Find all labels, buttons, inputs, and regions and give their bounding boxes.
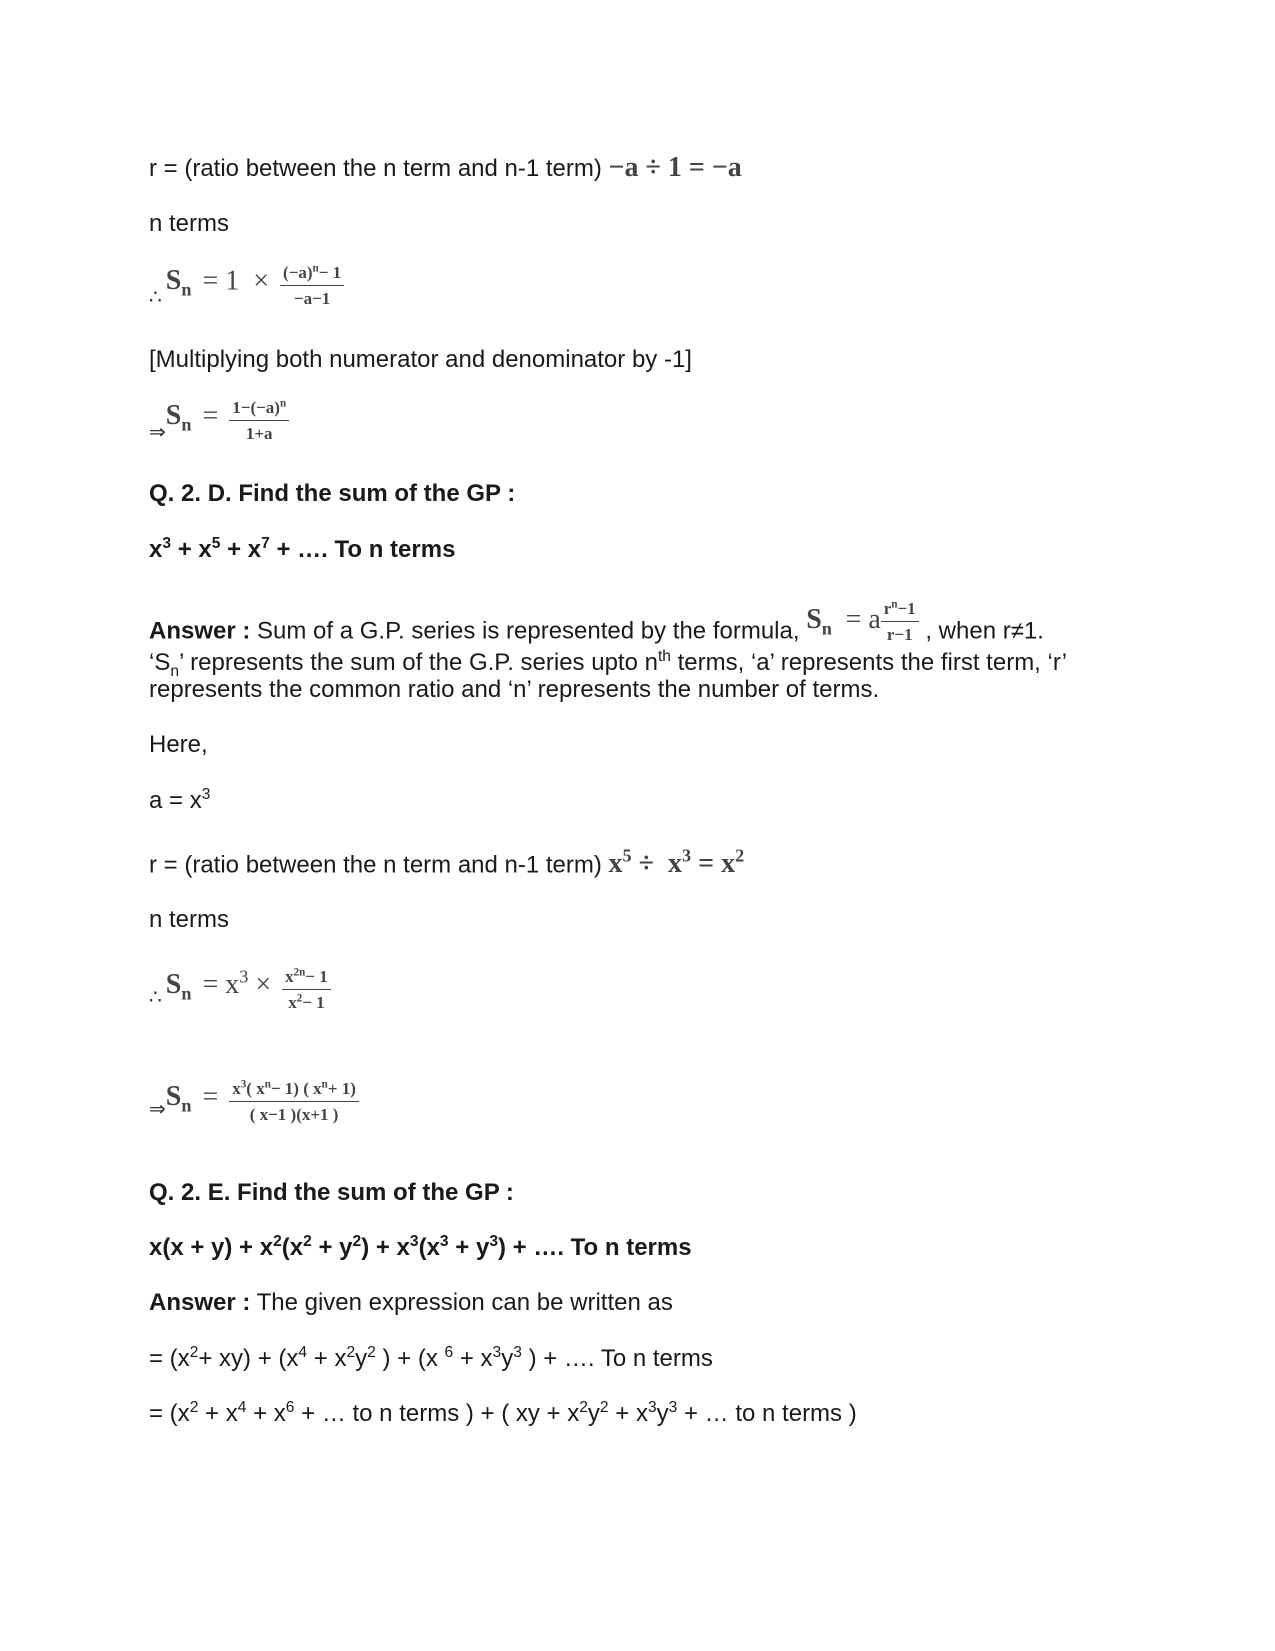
question-2e-series: $x(x + y) + x^2(x^2 + y^2) + x^3(x^3 + y^3)$ + …. To n terms [149,1233,692,1261]
here-label: Here, [149,731,208,758]
answer-2e-line1: Answer : The given expression can be written as [149,1289,673,1316]
ratio-line-1: r = (ratio between the n term and n-1 term) −a ÷ 1 = −a [149,152,742,183]
n-terms-2: n terms [149,906,230,933]
multiplying-note: [Multiplying both numerator and denominator by -1] [149,346,692,373]
question-2d-title: Q. 2. D. Find the sum of the GP : [149,480,516,507]
question-2d-series: $x^3 + x^5 + x^7$ + …. To n terms [149,535,456,563]
a-equals: $a = x^3$ [149,786,211,814]
expansion-line-2: = ($x^2 + x^4 + x^6$ + … to n terms ) + ( xy + $x^2y^2 + x^3y^3$ + … to n terms ) [149,1399,857,1427]
formula-sn-4: $\Rightarrow S_n$ = $\frac{x^3( x^n- 1) ( x^n+ 1)}{( x-1 )(x+1 )}$ [149,1078,359,1126]
ratio-math-1: −a ÷ 1 = −a [608,152,742,183]
expansion-line-1: = $(x^2+ xy) + (x^4 + x^2y^2$ ) + (x $^6 + x^3y^3$ ) + …. To n terms [149,1344,713,1372]
answer-2d-line3: represents the common ratio and ‘n’ represents the number of terms. [149,676,880,703]
question-2e-title: Q. 2. E. Find the sum of the GP : [149,1179,514,1206]
formula-sn-1: ∴ $S_n = 1$ × $\frac{(-a)^n- 1}{-a-1}$ [149,262,344,310]
n-terms-1: n terms [149,210,230,237]
answer-2d-line2: ‘$S_n$’ represents the sum of the G.P. series upto $n^{th}$ terms, ‘a’ represents the first term, ‘r’ [149,648,1068,680]
formula-sn-2: $\Rightarrow S_n$ = $\frac{1-(-a)^n}{1+a}$ [149,397,289,445]
formula-sn-3: ∴ $S_n = x^3$ × $\frac{x^{2n}- 1}{x^2- 1}$ [149,966,331,1014]
answer-2d-line1: Answer : Sum of a G.P. series is represented by the formula, $S_n = a$ $\frac{r^n-1}{r-1}$ , when r≠1. [149,598,1044,645]
ratio-line-2: r = (ratio between the n term and n-1 term) $x^5 \div x^3 = x^2$ [149,846,745,880]
